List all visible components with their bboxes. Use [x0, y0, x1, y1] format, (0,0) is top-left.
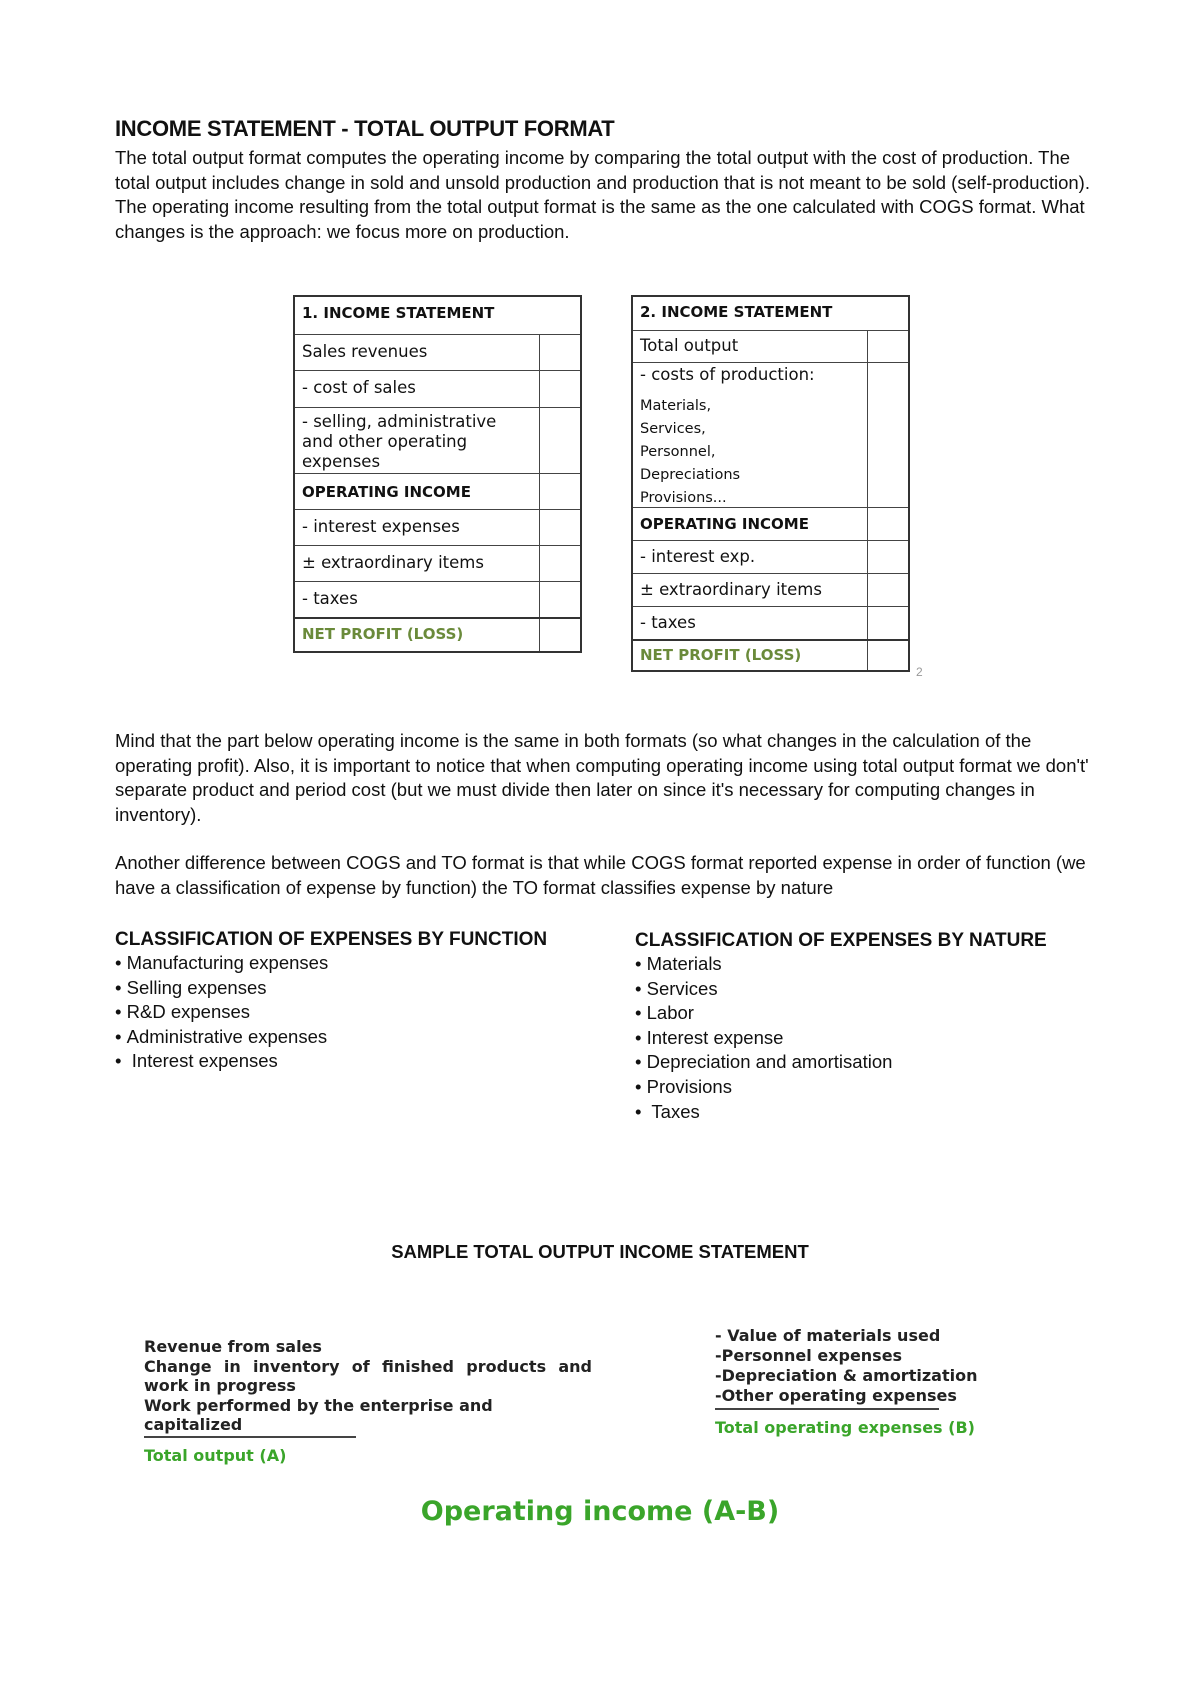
expense-list [115, 951, 635, 1074]
row-label: NET PROFIT (LOSS) [302, 625, 464, 643]
list-item: • Selling expenses [115, 976, 635, 1001]
list-item: • Depreciation and amortisation [635, 1050, 1115, 1075]
sample-title: SAMPLE TOTAL OUTPUT INCOME STATEMENT [391, 1241, 809, 1262]
list-item: • Manufacturing expenses [115, 951, 635, 976]
row-label: - cost of sales [302, 378, 416, 397]
total-operating-expenses: Total operating expenses (B) [715, 1418, 975, 1437]
row-label: - taxes [302, 589, 358, 608]
sample-line: Work performed by the enterprise and capitalized [144, 1395, 493, 1434]
value-cell [867, 607, 908, 639]
list-item: • Administrative expenses [115, 1025, 635, 1050]
list-item: • Interest expenses [115, 1049, 635, 1074]
row-label: - selling, administrative and other operating expenses [302, 412, 497, 471]
sample-line: -Personnel expenses [715, 1346, 903, 1365]
difference-paragraph: Another difference between COGS and TO format is that while COGS format reported expense in order of function (we have a classification of expense by function) the TO format classifies expense by nature [115, 852, 1086, 898]
value-cell [867, 331, 908, 362]
table-row [295, 509, 580, 545]
value-cell [539, 510, 580, 545]
list-item: • Materials [635, 952, 1115, 977]
value-cell [539, 335, 580, 370]
value-cell [867, 641, 908, 670]
row-label: OPERATING INCOME [640, 515, 809, 533]
operating-income: Operating income (A-B) [420, 1496, 780, 1527]
sample-line: work in progress [144, 1376, 296, 1395]
table-row [633, 362, 908, 507]
table-row [295, 407, 580, 473]
value-cell [539, 408, 580, 473]
list-item: • Taxes [635, 1100, 1115, 1125]
row-label: ± extraordinary items [302, 553, 484, 572]
classification-by-nature [635, 930, 1115, 1124]
sample-line: -Other operating expenses [715, 1386, 957, 1405]
table-row [633, 573, 908, 606]
value-cell [539, 546, 580, 581]
total-output: Total output (A) [144, 1445, 287, 1465]
table-row [633, 540, 908, 573]
divider [715, 1408, 939, 1410]
sample-line: - Value of materials used [715, 1326, 941, 1345]
table-title-row [295, 297, 580, 334]
table-title-row [633, 297, 908, 330]
page-number: 2 [916, 665, 923, 679]
table-row [633, 330, 908, 362]
row-label: Personnel, [640, 444, 716, 460]
value-cell [867, 541, 908, 573]
page-title: INCOME STATEMENT - TOTAL OUTPUT FORMAT [115, 116, 615, 141]
expense-list [635, 952, 1115, 1124]
mind-paragraph: Mind that the part below operating income is the same in both formats (so what changes in the calculation of the operating profit). Also, it is important to notice that when computing operating income using total output format we don't' separate product and period cost (but we must divide then later on since it's necessary for computing changes in inventory). [115, 730, 1089, 825]
row-label: Materials, [640, 398, 712, 414]
row-label: Services, [640, 421, 706, 437]
sample-line: -Depreciation & amortization [715, 1366, 978, 1385]
sample-line: Change in inventory of finished products and [144, 1356, 592, 1376]
row-label: NET PROFIT (LOSS) [640, 646, 802, 664]
table-row [295, 370, 580, 407]
table-row [295, 334, 580, 370]
sample-operating-expenses-block [715, 1326, 1015, 1438]
table-row [295, 545, 580, 581]
row-label: - interest exp. [640, 547, 756, 566]
value-cell [867, 574, 908, 606]
table-title: 2. INCOME STATEMENT [640, 303, 833, 321]
divider [144, 1436, 356, 1438]
section-heading: CLASSIFICATION OF EXPENSES BY NATURE [635, 930, 1047, 951]
list-item: • Provisions [635, 1075, 1115, 1100]
row-label: Provisions... [640, 490, 727, 506]
row-label: Total output [640, 336, 739, 355]
row-label: OPERATING INCOME [302, 483, 471, 501]
list-item: • Services [635, 977, 1115, 1002]
row-label: ± extraordinary items [640, 580, 822, 599]
table-row [295, 617, 580, 651]
table-title: 1. INCOME STATEMENT [302, 304, 495, 322]
value-cell [867, 363, 908, 507]
table-row [295, 473, 580, 509]
row-label: Sales revenues [302, 342, 428, 361]
value-cell [867, 508, 908, 540]
sample-total-output-block [144, 1337, 592, 1465]
row-label: Depreciations [640, 467, 741, 483]
value-cell [539, 582, 580, 617]
sample-line: Revenue from sales [144, 1337, 322, 1356]
row-label: - costs of production: [640, 365, 815, 384]
value-cell [539, 619, 580, 651]
table-row [295, 581, 580, 617]
intro-paragraph: The total output format computes the operating income by comparing the total output with the cost of production. The total output includes change in sold and unsold production and production that is not meant to be sold (self-production). The operating income resulting from the total output format is the same as the one calculated with COGS format. What changes is the approach: we focus more on production. [115, 147, 1090, 242]
list-item: • R&D expenses [115, 1000, 635, 1025]
income-statement-table-2 [631, 295, 910, 672]
table-row [633, 507, 908, 540]
row-label: - interest expenses [302, 517, 460, 536]
value-cell [539, 474, 580, 509]
list-item: • Interest expense [635, 1026, 1115, 1051]
income-statement-table-1 [293, 295, 582, 653]
table-row [633, 639, 908, 670]
section-heading: CLASSIFICATION OF EXPENSES BY FUNCTION [115, 929, 548, 950]
row-label: - taxes [640, 613, 696, 632]
classification-by-function [115, 929, 635, 1074]
list-item: • Labor [635, 1001, 1115, 1026]
table-row [633, 606, 908, 639]
value-cell [539, 371, 580, 407]
